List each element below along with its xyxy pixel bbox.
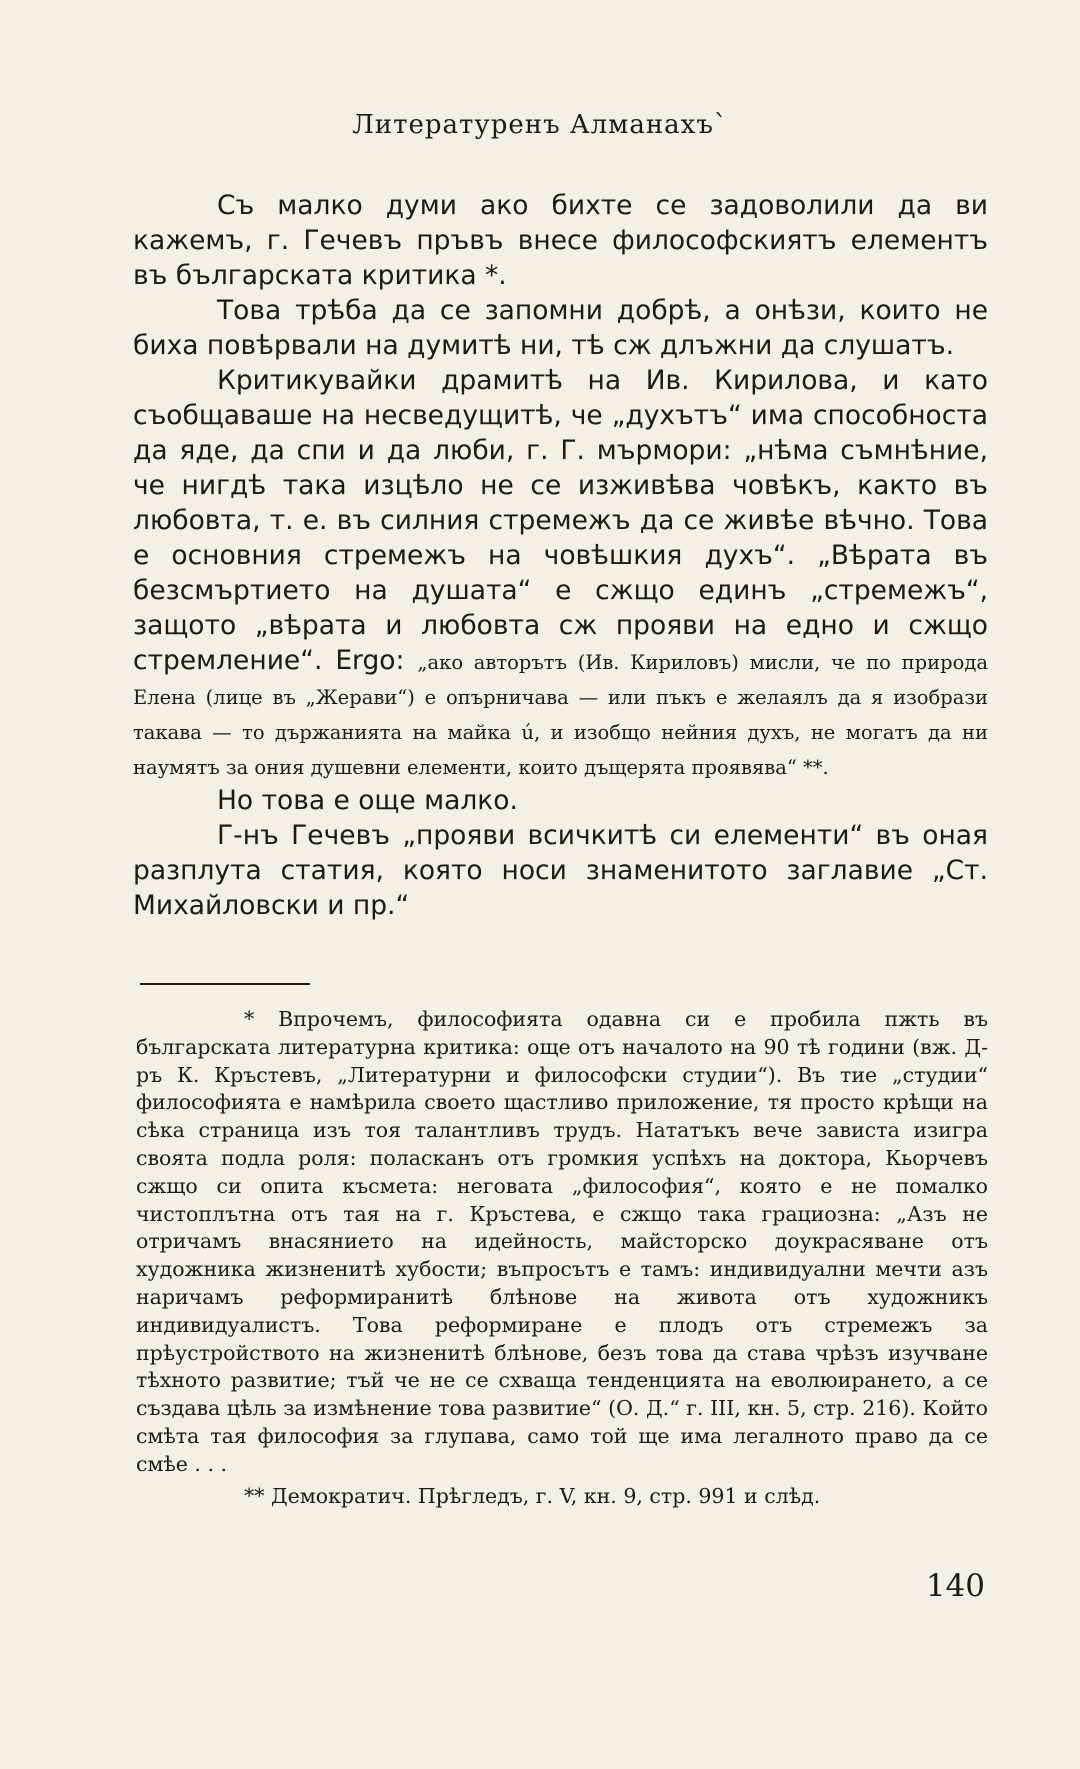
- paragraph-5: Г-нъ Гечевъ „прояви всичкитѣ си елементи“ въ оная разплута статия, която носи знаменитото заглавие „Ст. Михайловски и пр.“: [133, 820, 988, 921]
- footnote-1: * Впрочемъ, философията одавна си е пробила пжть въ българската литературна критика: още отъ началото на 90 тѣ години (вж. Д-ръ К. Кръстевъ, „Литературни и философски студии“). Въ тие „студии“ философията е намѣрила своето щастливо приложение, тя просто крѣщи на сѣка страница изъ тоя талантливъ трудъ. Нататъкъ вече зависта изигра своята подла роля: поласканъ отъ громкия успѣхъ на доктора, Кьорчевъ сжщо си опита късмета: неговата „философия“, която е не помалко чистоплътна отъ тая на г. Кръстева, е сжщо така грациозна: „Азъ не отричамъ внасянието на идейность, майсторско доукрасяване отъ художника жизненитѣ хубости; въпросътъ е тамъ: индивидуални мечти азъ наричамъ реформиранитѣ блѣнове на живота отъ художникъ индивидуалистъ. Това реформиране е плодъ отъ стремежъ за прѣустройството на жизненитѣ блѣнове, безъ това да става чрѣзъ изучване тѣхното развитие; тъй че не се схваща тенденцията на еволюирането, а се създава цѣль за измѣнение това развитие“ (О. Д.“ г. III, кн. 5, стр. 216). Който смѣта тая философия за глупава, само той ще има легалното право да се смѣе . . .: [136, 1007, 988, 1476]
- main-text: [133, 188, 988, 923]
- page-number: 140: [925, 1568, 985, 1604]
- running-header: Литературенъ Алманахъ`: [352, 110, 728, 140]
- footnote-2: ** Демократич. Прѣгледъ, г. V, кн. 9, стр. 991 и слѣд.: [244, 1483, 821, 1508]
- paragraph-1: Съ малко думи ако бихте се задоволили да ви кажемъ, г. Гечевъ пръвъ внесе философскиятъ елементъ въ българската критика *.: [133, 190, 988, 291]
- footnotes: [136, 1006, 988, 1510]
- footnote-separator: [140, 983, 310, 985]
- paragraph-3: [133, 363, 988, 783]
- paragraph-3-main: Критикувайки драмитѣ на Ив. Кирилова, и като съобщаваше на несведущитѣ, че „духътъ“ има способноста да яде, да спи и да люби, г. Г. мърмори: „нѣма съмнѣние, че нигдѣ така изцѣло не се изживѣва човѣкъ, както въ любовта, т. е. въ силния стремежъ да се живѣе вѣчно. Това е основния стремежъ на човѣшкия духъ“. „Вѣрата въ безсмъртието на душата“ е сжщо единъ „стремежъ“, защото „вѣрата и любовта сж прояви на едно и сжщо стремление“. Ergo:: [133, 365, 988, 676]
- paragraph-4: Но това е още малко.: [217, 785, 518, 816]
- paragraph-2: Това трѣба да се запомни добрѣ, а онѣзи, които не биха повѣрвали на думитѣ ни, тѣ сж длъжни да слушатъ.: [133, 295, 988, 361]
- paragraph-3-quote: „ако авторътъ (Ив. Кириловъ) мисли, че по природа Елена (лице въ „Жерави“) е опърничава — или пъкъ е желаялъ да я изобрази такава — то държанията на майка ú, и изобщо нейния духъ, не могатъ да ни наумятъ за ония душевни елементи, които дъщерята проявява“ **.: [133, 651, 988, 779]
